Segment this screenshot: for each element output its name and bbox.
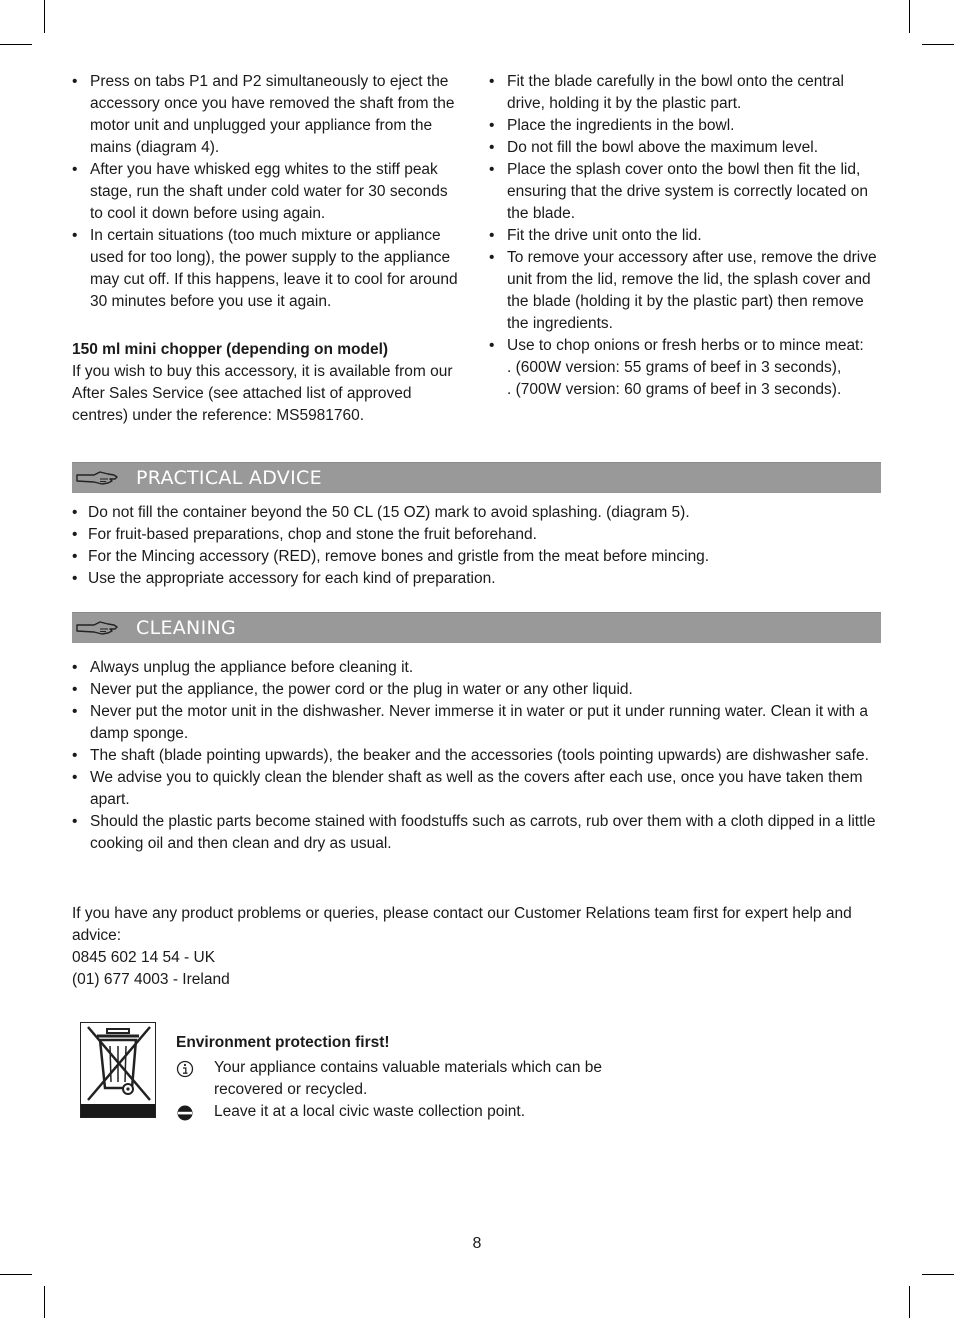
section-title: PRACTICAL ADVICE	[136, 467, 322, 489]
list-item: • Use to chop onions or fresh herbs or to mince meat:	[489, 335, 881, 357]
list-item: • The shaft (blade pointing upwards), the beaker and the accessories (tools pointing upwards) are dishwasher safe.	[72, 745, 884, 767]
left-column	[72, 71, 464, 427]
cleaning-header	[72, 612, 881, 643]
environment-heading: Environment protection first!	[176, 1034, 390, 1051]
list-item: • We advise you to quickly clean the blender shaft as well as the covers after each use, once you have taken them apart.	[72, 767, 884, 811]
list-item: • Fit the blade carefully in the bowl onto the central drive, holding it by the plastic part.	[489, 71, 881, 115]
crossed-out-wheelie-bin-icon	[80, 1022, 156, 1118]
cleaning-content	[72, 657, 884, 855]
list-item: • Fit the drive unit onto the lid.	[489, 225, 881, 247]
list-item: • Do not fill the bowl above the maximum level.	[489, 137, 881, 159]
environment-info-text: Your appliance contains valuable materials which can be recovered or recycled.	[214, 1059, 603, 1098]
list-item: • Use the appropriate accessory for each kind of preparation.	[72, 568, 884, 590]
hand-pointing-arrow-icon	[74, 466, 120, 490]
list-item: • To remove your accessory after use, remove the drive unit from the lid, remove the lid, the splash cover and the blade (holding it by the plastic part) then remove the ingredients.	[489, 247, 881, 335]
recycling-point-icon	[176, 1104, 194, 1122]
crop-mark	[44, 0, 45, 33]
crop-mark	[909, 1286, 910, 1318]
section-title: CLEANING	[136, 617, 237, 639]
mini-chopper-heading: 150 ml mini chopper (depending on model)	[72, 341, 389, 358]
practical-advice-header	[72, 462, 881, 493]
list-item: • For fruit-based preparations, chop and stone the fruit beforehand.	[72, 524, 884, 546]
list-item: • Do not fill the container beyond the 50 CL (15 OZ) mark to avoid splashing. (diagram 5).	[72, 502, 884, 524]
crop-mark	[922, 44, 954, 45]
list-item: • Never put the appliance, the power cord or the plug in water or any other liquid.	[72, 679, 884, 701]
list-item: • Place the ingredients in the bowl.	[489, 115, 881, 137]
crop-mark	[44, 1286, 45, 1318]
left-bullet-list	[72, 71, 464, 313]
contact-intro: If you have any product problems or queries, please contact our Customer Relations team first for expert help and advice:	[72, 905, 852, 944]
list-item: • Place the splash cover onto the bowl then fit the lid, ensuring that the drive system is correctly located on the blade.	[489, 159, 881, 225]
environment-collection-text: Leave it at a local civic waste collection point.	[214, 1103, 526, 1120]
page-number: 8	[472, 1235, 482, 1252]
list-item: • Never put the motor unit in the dishwasher. Never immerse it in water or put it under running water. Clean it with a damp sponge.	[72, 701, 884, 745]
list-item: • After you have whisked egg whites to the stiff peak stage, run the shaft under cold water for 30 seconds to cool it down before using again.	[72, 159, 464, 225]
practical-advice-list	[72, 502, 884, 590]
crop-mark	[0, 1274, 32, 1275]
cleaning-list	[72, 657, 884, 855]
list-item: • Should the plastic parts become stained with foodstuffs such as carrots, rub over them with a cloth dipped in a little cooking oil and then clean and dry as usual.	[72, 811, 884, 855]
crop-mark	[922, 1274, 954, 1275]
list-item: • In certain situations (too much mixture or appliance used for too long), the power supply to the appliance may cut off. If this happens, leave it to cool for around 30 minutes before you use it again.	[72, 225, 464, 313]
crop-mark	[0, 44, 32, 45]
list-item: • For the Mincing accessory (RED), remove bones and gristle from the meat before mincing.	[72, 546, 884, 568]
phone-ireland: (01) 677 4003 - Ireland	[72, 971, 230, 988]
mini-chopper-text: If you wish to buy this accessory, it is available from our After Sales Service (see attached list of approved centres) under the reference: MS5981760.	[72, 363, 453, 424]
hand-pointing-arrow-icon	[74, 616, 120, 640]
environment-info-row	[176, 1057, 656, 1101]
environment-collection-row	[176, 1101, 656, 1123]
phone-uk: 0845 602 14 54 - UK	[72, 949, 216, 966]
right-bullet-list	[489, 71, 881, 357]
list-item: • Press on tabs P1 and P2 simultaneously to eject the accessory once you have removed the shaft from the motor unit and unplugged your appliance from the mains (diagram 4).	[72, 71, 464, 159]
contact-block	[72, 903, 884, 991]
mince-example-line: . (700W version: 60 grams of beef in 3 seconds).	[507, 381, 842, 398]
list-item: • Always unplug the appliance before cleaning it.	[72, 657, 884, 679]
crop-mark	[909, 0, 910, 33]
right-column	[489, 71, 881, 401]
practical-advice-content	[72, 502, 884, 590]
environment-section	[176, 1032, 656, 1123]
info-circle-icon	[176, 1060, 194, 1078]
mince-example-line: . (600W version: 55 grams of beef in 3 seconds),	[507, 359, 842, 376]
